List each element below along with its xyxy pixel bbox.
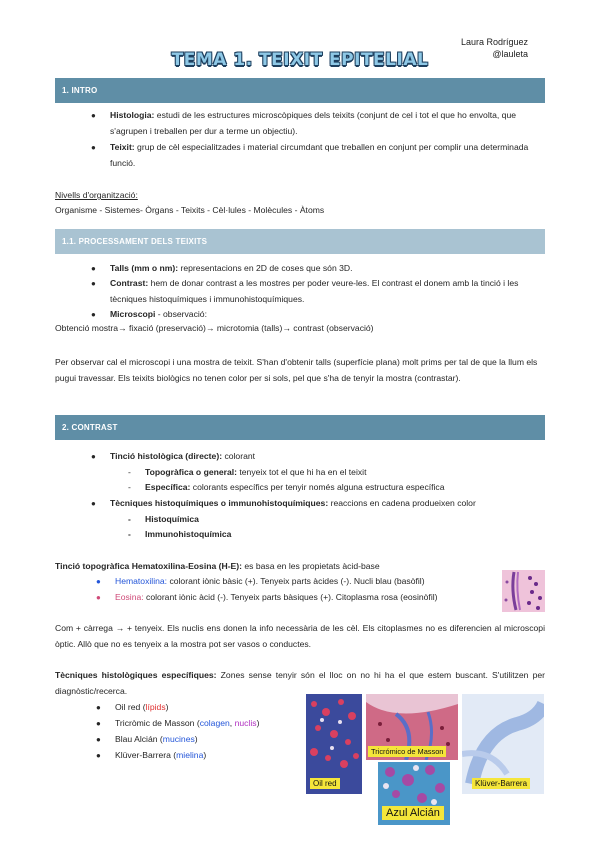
talls-item <box>91 261 545 277</box>
masson-colagen: colagen <box>199 718 230 728</box>
bullet-icon: ● <box>91 264 96 273</box>
kluver-mielina: mielina <box>176 750 204 760</box>
kluver-image <box>462 694 544 794</box>
teixit-term: Teixit: <box>110 142 135 152</box>
nivells-text: Organisme - Sistemes- Òrgans - Teixits - Cèl·lules - Molècules - Àtoms <box>55 205 325 215</box>
masson-nuclis: nuclis <box>234 718 257 728</box>
bullet-icon: ● <box>91 310 96 319</box>
section-intro-header: 1. INTRO <box>55 78 545 103</box>
he-term: Tinció topogràfica Hematoxilina-Eosina (H-E): <box>55 561 243 571</box>
contrast-term: Contrast: <box>110 278 149 288</box>
talls-text: representacions en 2D de coses que són 3D. <box>178 263 353 273</box>
bullet-icon: ● <box>91 452 96 461</box>
nivells-heading: Nivells d'organització: <box>55 190 138 200</box>
hematoxilina-text: colorant iònic bàsic (+). Tenyeix parts àcides (-). Nucli blau (basòfil) <box>167 576 425 586</box>
hematoxilina-item <box>96 574 495 590</box>
tecniques-item <box>91 496 545 512</box>
immuno-item: - Immunohistoquímica <box>128 529 232 539</box>
immuno-label: Immunohistoquímica <box>145 529 232 539</box>
bullet-icon: ● <box>96 751 101 760</box>
contrast-text: hem de donar contrast a les mostres per poder veure-les. El contrast el donem amb la tinció i les tècniques histoquímiques i immunohistoquímiques. <box>110 278 519 304</box>
histologia-text: estudi de les estructures microscòpiques dels teixits (conjunt de cel i tot el que ho envolta, que s'agrupen i treballen per dur a terme un objectiu). <box>110 110 517 136</box>
bullet-icon: ● <box>96 577 101 586</box>
bullet-icon: ● <box>96 703 101 712</box>
processament-flow: Obtenció mostra→ fixació (preservació)→ microtomia (talls)→ contrast (observació) <box>55 323 374 333</box>
masson-item: ● Tricròmic de Masson (colagen, nuclis) <box>115 716 259 732</box>
bullet-icon: ● <box>91 111 96 120</box>
he-text: es basa en les propietats àcid-base <box>242 561 380 571</box>
oil-red-target: lípids <box>145 702 166 712</box>
histologia-term: Histologia: <box>110 110 155 120</box>
especifica-text: colorants específics per tenyir només alguna estructura específica <box>190 482 445 492</box>
he-heading <box>55 559 495 575</box>
bullet-icon: ● <box>96 719 101 728</box>
tincio-text: colorant <box>222 451 256 461</box>
eosina-term: Eosina: <box>115 592 144 602</box>
bullet-icon: ● <box>91 143 96 152</box>
bullet-icon: ● <box>96 593 101 602</box>
he-stain-illustration <box>502 570 545 612</box>
kluver-item: ● Klüver-Barrera (mielina) <box>115 748 206 764</box>
oil-red-image-label: Oil red <box>310 778 340 789</box>
tecniques-term: Tècniques histoquímiques o immunohistoquímiques: <box>110 498 329 508</box>
especifica-term: Específica: <box>145 482 191 492</box>
page-title: TEMA 1. TEIXIT EPITELIAL <box>171 50 429 70</box>
microscopi-text: - observació: <box>155 309 207 319</box>
contrast-item <box>91 276 545 307</box>
oil-red-item: ● Oil red (lípids) <box>115 700 169 716</box>
section-processament-header: 1.1. PROCESSAMENT DELS TEIXITS <box>55 229 545 254</box>
especifiques-term: Tècniques histològiques específiques: <box>55 670 217 680</box>
alcian-image-label: Azul Alcián <box>382 806 444 820</box>
kluver-image-label: Klüver-Barrera <box>472 778 530 789</box>
masson-image-label: Tricrómico de Masson <box>368 746 446 757</box>
he-stain-image <box>502 570 545 612</box>
carrega-paragraph: Com + càrrega → + tenyeix. Els nuclis ens donen la info necessària de les cèl. Els citoplasmes no es diferencien al microscopi òptic. Allò que no es tenyeix a la mostra pot ser vasos o conductes. <box>55 623 545 649</box>
topografica-text: tenyeix tot el que hi ha en el teixit <box>237 467 367 477</box>
bullet-icon: ● <box>91 499 96 508</box>
bullet-icon: ● <box>91 279 96 288</box>
tincio-item <box>91 449 545 465</box>
author-handle: @lauleta <box>492 49 528 59</box>
teixit-text: grup de cèl especialitzades i material circumdant que treballen en conjunt per complir una determinada funció. <box>110 142 529 168</box>
tincio-term: Tinció histològica (directe): <box>110 451 223 461</box>
intro-histologia-item <box>91 108 545 139</box>
tecniques-text: reaccions en cadena produeixen color <box>328 498 476 508</box>
especifica-item: - Específica: colorants específics per tenyir només alguna estructura específica <box>128 482 445 492</box>
masson-image <box>366 694 458 760</box>
author-name: Laura Rodríguez <box>460 37 528 47</box>
talls-term: Talls (mm o nm): <box>110 263 179 273</box>
alcian-mucines: mucines <box>162 734 195 744</box>
microscopi-term: Microscopi <box>110 309 156 319</box>
processament-paragraph: Per observar cal el microscopi i una mostra de teixit. S'han d'obtenir talls (superfície plana) molt prims per tal de que la llum els pugui travessar. Els teixits biològics no tenen color per si sols, pel que s'ha de tenyir la mostra (contrastar). <box>55 357 538 383</box>
histoquimica-item: - Histoquímica <box>128 514 199 524</box>
bullet-icon: ● <box>96 735 101 744</box>
alcian-image <box>378 762 450 825</box>
alcian-item: ● Blau Alcián (mucines) <box>115 732 198 748</box>
especifiques-text: Zones sense tenyir són el lloc on no hi ha el que estem buscant. S'utilitzen per diagnòstic/recerca. <box>55 670 546 696</box>
topografica-item: - Topogràfica o general: tenyeix tot el que hi ha en el teixit <box>128 467 367 477</box>
intro-teixit-item <box>91 140 545 171</box>
section-contrast-header: 2. CONTRAST <box>55 415 545 440</box>
oil-red-image <box>306 694 362 794</box>
histoquimica-label: Histoquímica <box>145 514 199 524</box>
topografica-term: Topogràfica o general: <box>145 467 237 477</box>
eosina-text: colorant iònic àcid (-). Tenyeix parts bàsiques (+). Citoplasma rosa (eosinòfil) <box>143 592 438 602</box>
eosina-item <box>96 590 495 606</box>
hematoxilina-term: Hematoxilina: <box>115 576 168 586</box>
